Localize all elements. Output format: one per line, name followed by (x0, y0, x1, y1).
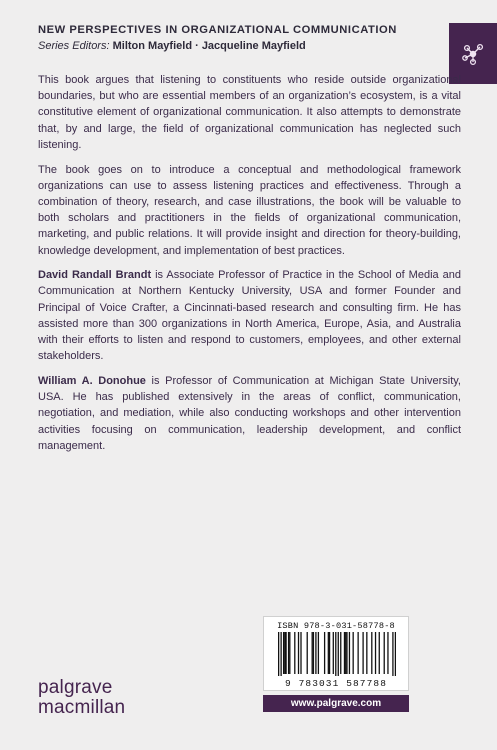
isbn-digits: 9 783031 587788 (284, 678, 387, 689)
barcode-bar (278, 632, 279, 676)
barcode-bar (387, 632, 388, 674)
publisher-logo-macmillan: macmillan (38, 697, 126, 718)
barcode-bar (344, 632, 345, 674)
barcode-bar (315, 632, 316, 674)
barcode-bar (313, 632, 314, 674)
barcode-bar (384, 632, 385, 674)
barcode-bar (280, 632, 281, 676)
series-editors-label: Series Editors: (38, 40, 110, 52)
publisher-url: www.palgrave.com (263, 695, 409, 712)
author-name: David Randall Brandt (38, 269, 152, 282)
barcode-bar (298, 632, 299, 674)
series-title: NEW PERSPECTIVES IN ORGANIZATIONAL COMMUNICATION (38, 24, 397, 36)
isbn-label: ISBN 978-3-031-58778-8 (277, 621, 395, 631)
barcode-bar (307, 632, 308, 674)
barcode-bar (379, 632, 380, 674)
barcode-bar (285, 632, 286, 674)
barcode-bar (340, 632, 341, 674)
barcode-bar (357, 632, 358, 674)
series-editors-names: Milton Mayfield · Jacqueline Mayfield (112, 40, 306, 52)
barcode (278, 632, 396, 676)
barcode-bar (353, 632, 354, 674)
barcode-bar (345, 632, 346, 674)
barcode-bar (333, 632, 334, 674)
barcode-bar (349, 632, 350, 674)
author-bio-text: is Associate Professor of Practice in the School of Media and Communication at Northern Kentucky University, USA and former Founder and Principal of Voice Crafter, a Cincinnati-based research and consulting firm. He has assisted more than 300 organizations in North America, Europe, Asia, and Australia with their efforts to listen and respond to customers, employees, and other external stakeholders. (38, 269, 461, 363)
barcode-bar (362, 632, 363, 674)
barcode-bar (324, 632, 325, 674)
barcode-bar (371, 632, 372, 674)
barcode-bar (335, 632, 336, 676)
barcode-bar (346, 632, 347, 674)
barcode-bar (300, 632, 301, 674)
barcode-bar (288, 632, 289, 674)
barcode-bar (284, 632, 285, 674)
barcode-bar (375, 632, 376, 674)
network-icon (460, 41, 486, 67)
barcode-bar (338, 632, 339, 676)
blurb-paragraph: The book goes on to introduce a conceptual and methodological framework organizations can use to assess listening practices and effectiveness. Through a combination of theory, research, and case illustrations, the book will be valuable to both scholars and practitioners in the fields of organizational communication, marketing, and public relations. It will provide insight and direction for theory-building, knowledge development, and implementation of best practices. (38, 163, 461, 257)
series-editors (38, 40, 306, 52)
barcode-bar (392, 632, 393, 676)
isbn-barcode-box (263, 616, 409, 691)
publisher-logo-palgrave: palgrave (38, 677, 113, 698)
back-cover-text (38, 72, 461, 462)
author-bio (38, 373, 461, 454)
barcode-bar (329, 632, 330, 674)
barcode-bar (312, 632, 313, 674)
blurb-paragraph: This book argues that listening to constituents who reside outside organizational boundaries, but who are essential members of an organization’s ecosystem, is a vital constitutive element of organizational communication. It also attempts to demonstrate that, by and large, the field of organizational communication has neglected such listening. (38, 74, 461, 151)
author-bio-text: is Professor of Communication at Michigan State University, USA. He has published extensively in the areas of conflict, communication, negotiation, and mediation, while also conducting workshops and other intervention activities focusing on communication, leadership development, and conflict management. (38, 374, 461, 452)
barcode-bar (289, 632, 290, 674)
author-name: William A. Donohue (38, 374, 146, 387)
barcode-bar (318, 632, 319, 674)
barcode-bar (366, 632, 367, 674)
barcode-bar (294, 632, 295, 674)
author-bio (38, 267, 461, 364)
barcode-bar (283, 632, 284, 674)
barcode-bar (395, 632, 396, 676)
barcode-bar (328, 632, 329, 674)
